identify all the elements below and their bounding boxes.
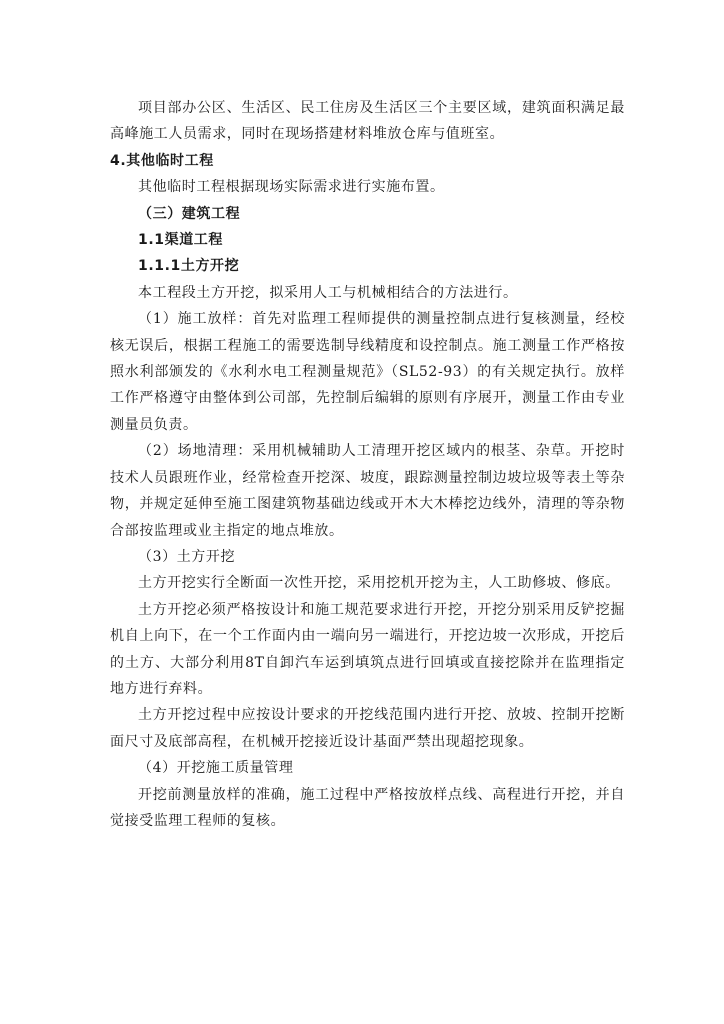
paragraph-other-temporary-works: 其他临时工程根据现场实际需求进行实施布置。 [138,179,445,196]
paragraph-full-section-excavation: 土方开挖实行全断面一次性开挖，采用挖机开挖为主，人工助修坡、修底。 [138,575,620,592]
paragraph-quality-management-label: （4）开挖施工质量管理 [138,760,294,777]
heading-channel-works: 1.1渠道工程 [138,232,224,249]
heading-earth-excavation: 1.1.1土方开挖 [138,258,240,275]
paragraph-excavation-requirements: 土方开挖必须严格按设计和施工规范要求进行开挖，开挖分别采用反铲挖掘机自上向下，在一个工作面内由一端向另一端进行，开挖边坡一次形成，开挖后的土方、大部分利用8T自卸汽车运到填筑点进行回填或直接挖除并在监理指定地方进行弃料。 [110,601,625,697]
paragraph-site-clearing: （2）场地清理：采用机械辅助人工清理开挖区域内的根茎、杂草。开挖时技术人员跟班作业，经常检查开挖深、坡度，跟踪测量控制边坡垃圾等表土等杂物，并规定延伸至施工图建筑物基础边线或开木大木棒挖边线外，清理的等杂物合部按监理或业主指定的地点堆放。 [110,443,625,539]
paragraph-office-areas: 项目部办公区、生活区、民工住房及生活区三个主要区域，建筑面积满足最高峰施工人员需求，同时在现场搭建材料堆放仓库与值班室。 [110,100,625,143]
paragraph-construction-layout: （1）施工放样：首先对监理工程师提供的测量控制点进行复核测量，经校核无误后，根据工程施工的需要选制导线精度和设控制点。施工测量工作严格按照水利部颁发的《水利水电工程测量规范》（SL52-93）的有关规定执行。放样工作严格遵守由整体到公司部，先控制后编辑的原则有序展开，测量工作由专业测量员负责。 [110,311,625,433]
paragraph-excavation-method: 本工程段土方开挖，拟采用人工与机械相结合的方法进行。 [138,284,518,301]
heading-building-works: （三）建筑工程 [138,205,241,222]
paragraph-quality-management: 开挖前测量放样的准确，施工过程中严格按放样点线、高程进行开挖，并自觉接受监理工程师的复核。 [110,786,625,829]
paragraph-earth-excavation-label: （3）土方开挖 [138,548,236,565]
document-body [110,95,625,834]
paragraph-excavation-process: 土方开挖过程中应按设计要求的开挖线范围内进行开挖、放坡、控制开挖断面尺寸及底部高程，在机械开挖接近设计基面严禁出现超挖现象。 [110,707,625,750]
heading-other-temporary-works: 4.其他临时工程 [110,152,214,169]
